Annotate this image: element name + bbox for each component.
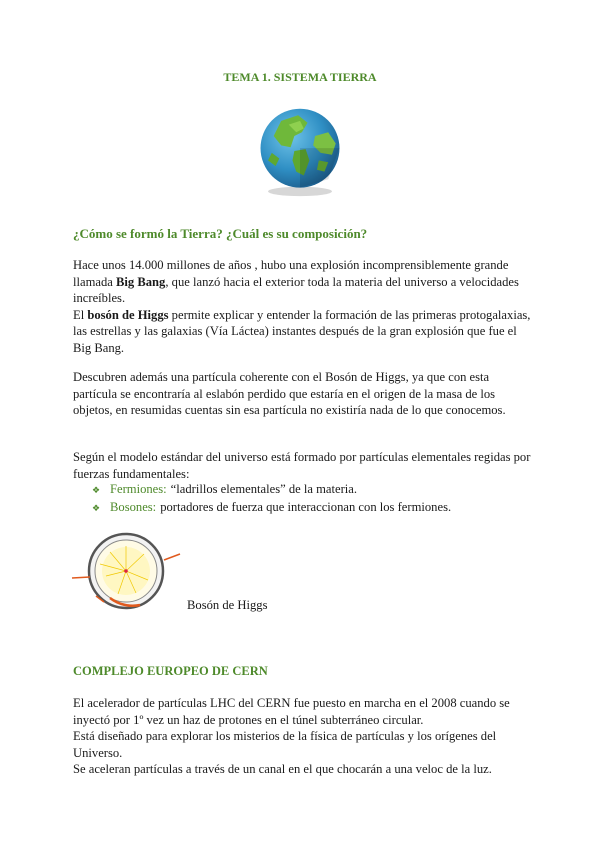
bullet-text: portadores de fuerza que interaccionan con los fermiones. [160, 499, 452, 514]
bullet-term: Fermiones: [110, 482, 167, 496]
paragraph-higgs-particle: Descubren además una partícula coherente con el Bosón de Higgs, ya que con esta partícula se encontraría al eslabón perdido que estaría en el origen de la masa de los objetos, en resumidas cuentas sin esa partícula no existiría nada de lo que conocemos. [73, 370, 506, 417]
bullet-text: “ladrillos elementales” de la materia. [170, 482, 358, 496]
paragraph-standard-model: Según el modelo estándar del universo está formado por partículas elementales regidas por fuerzas fundamentales: [73, 450, 531, 481]
section-heading-cern: COMPLEJO EUROPEO DE CERN [73, 664, 268, 678]
paragraph-lhc: El acelerador de partículas LHC del CERN fue puesto en marcha en el 2008 cuando se inyectó por 1º vez un haz de protones en el túnel subterráneo circular. Está diseñado para explorar los misterios de la física de partículas y los orígenes del Universo. Se aceleran partículas a través de un canal en el que chocarán a una veloc de la luz. [73, 696, 510, 776]
term-boson-higgs: bosón de Higgs [87, 307, 169, 322]
bullet-term: Bosones: [110, 499, 157, 514]
term-big-bang: Big Bang [116, 274, 166, 289]
section-heading-formation: ¿Cómo se formó la Tierra? ¿Cuál es su composición? [73, 226, 368, 241]
list-item [92, 499, 451, 517]
list-item [92, 481, 451, 499]
diamond-bullet-icon: ❖ [92, 485, 101, 495]
diamond-bullet-icon: ❖ [92, 502, 101, 513]
page-title: TEMA 1. SISTEMA TIERRA [223, 70, 377, 84]
earth-globe-illustration [253, 104, 347, 198]
paragraph-big-bang: Hace unos 14.000 millones de años , hubo una explosión incomprensiblemente grande llamada Big Bang, que lanzó hacia el exterior toda la materia del universo a velocidades increíbles. El bosón de Higgs permite explicar y entender la formación de las primeras protogalaxias, las estrellas y las galaxias (Vía Láctea) instantes después de la gran explosión que fue el Big Bang. [73, 258, 531, 355]
higgs-boson-illustration [70, 530, 186, 614]
figure-caption: Bosón de Higgs [187, 598, 268, 612]
particle-list [92, 481, 451, 516]
